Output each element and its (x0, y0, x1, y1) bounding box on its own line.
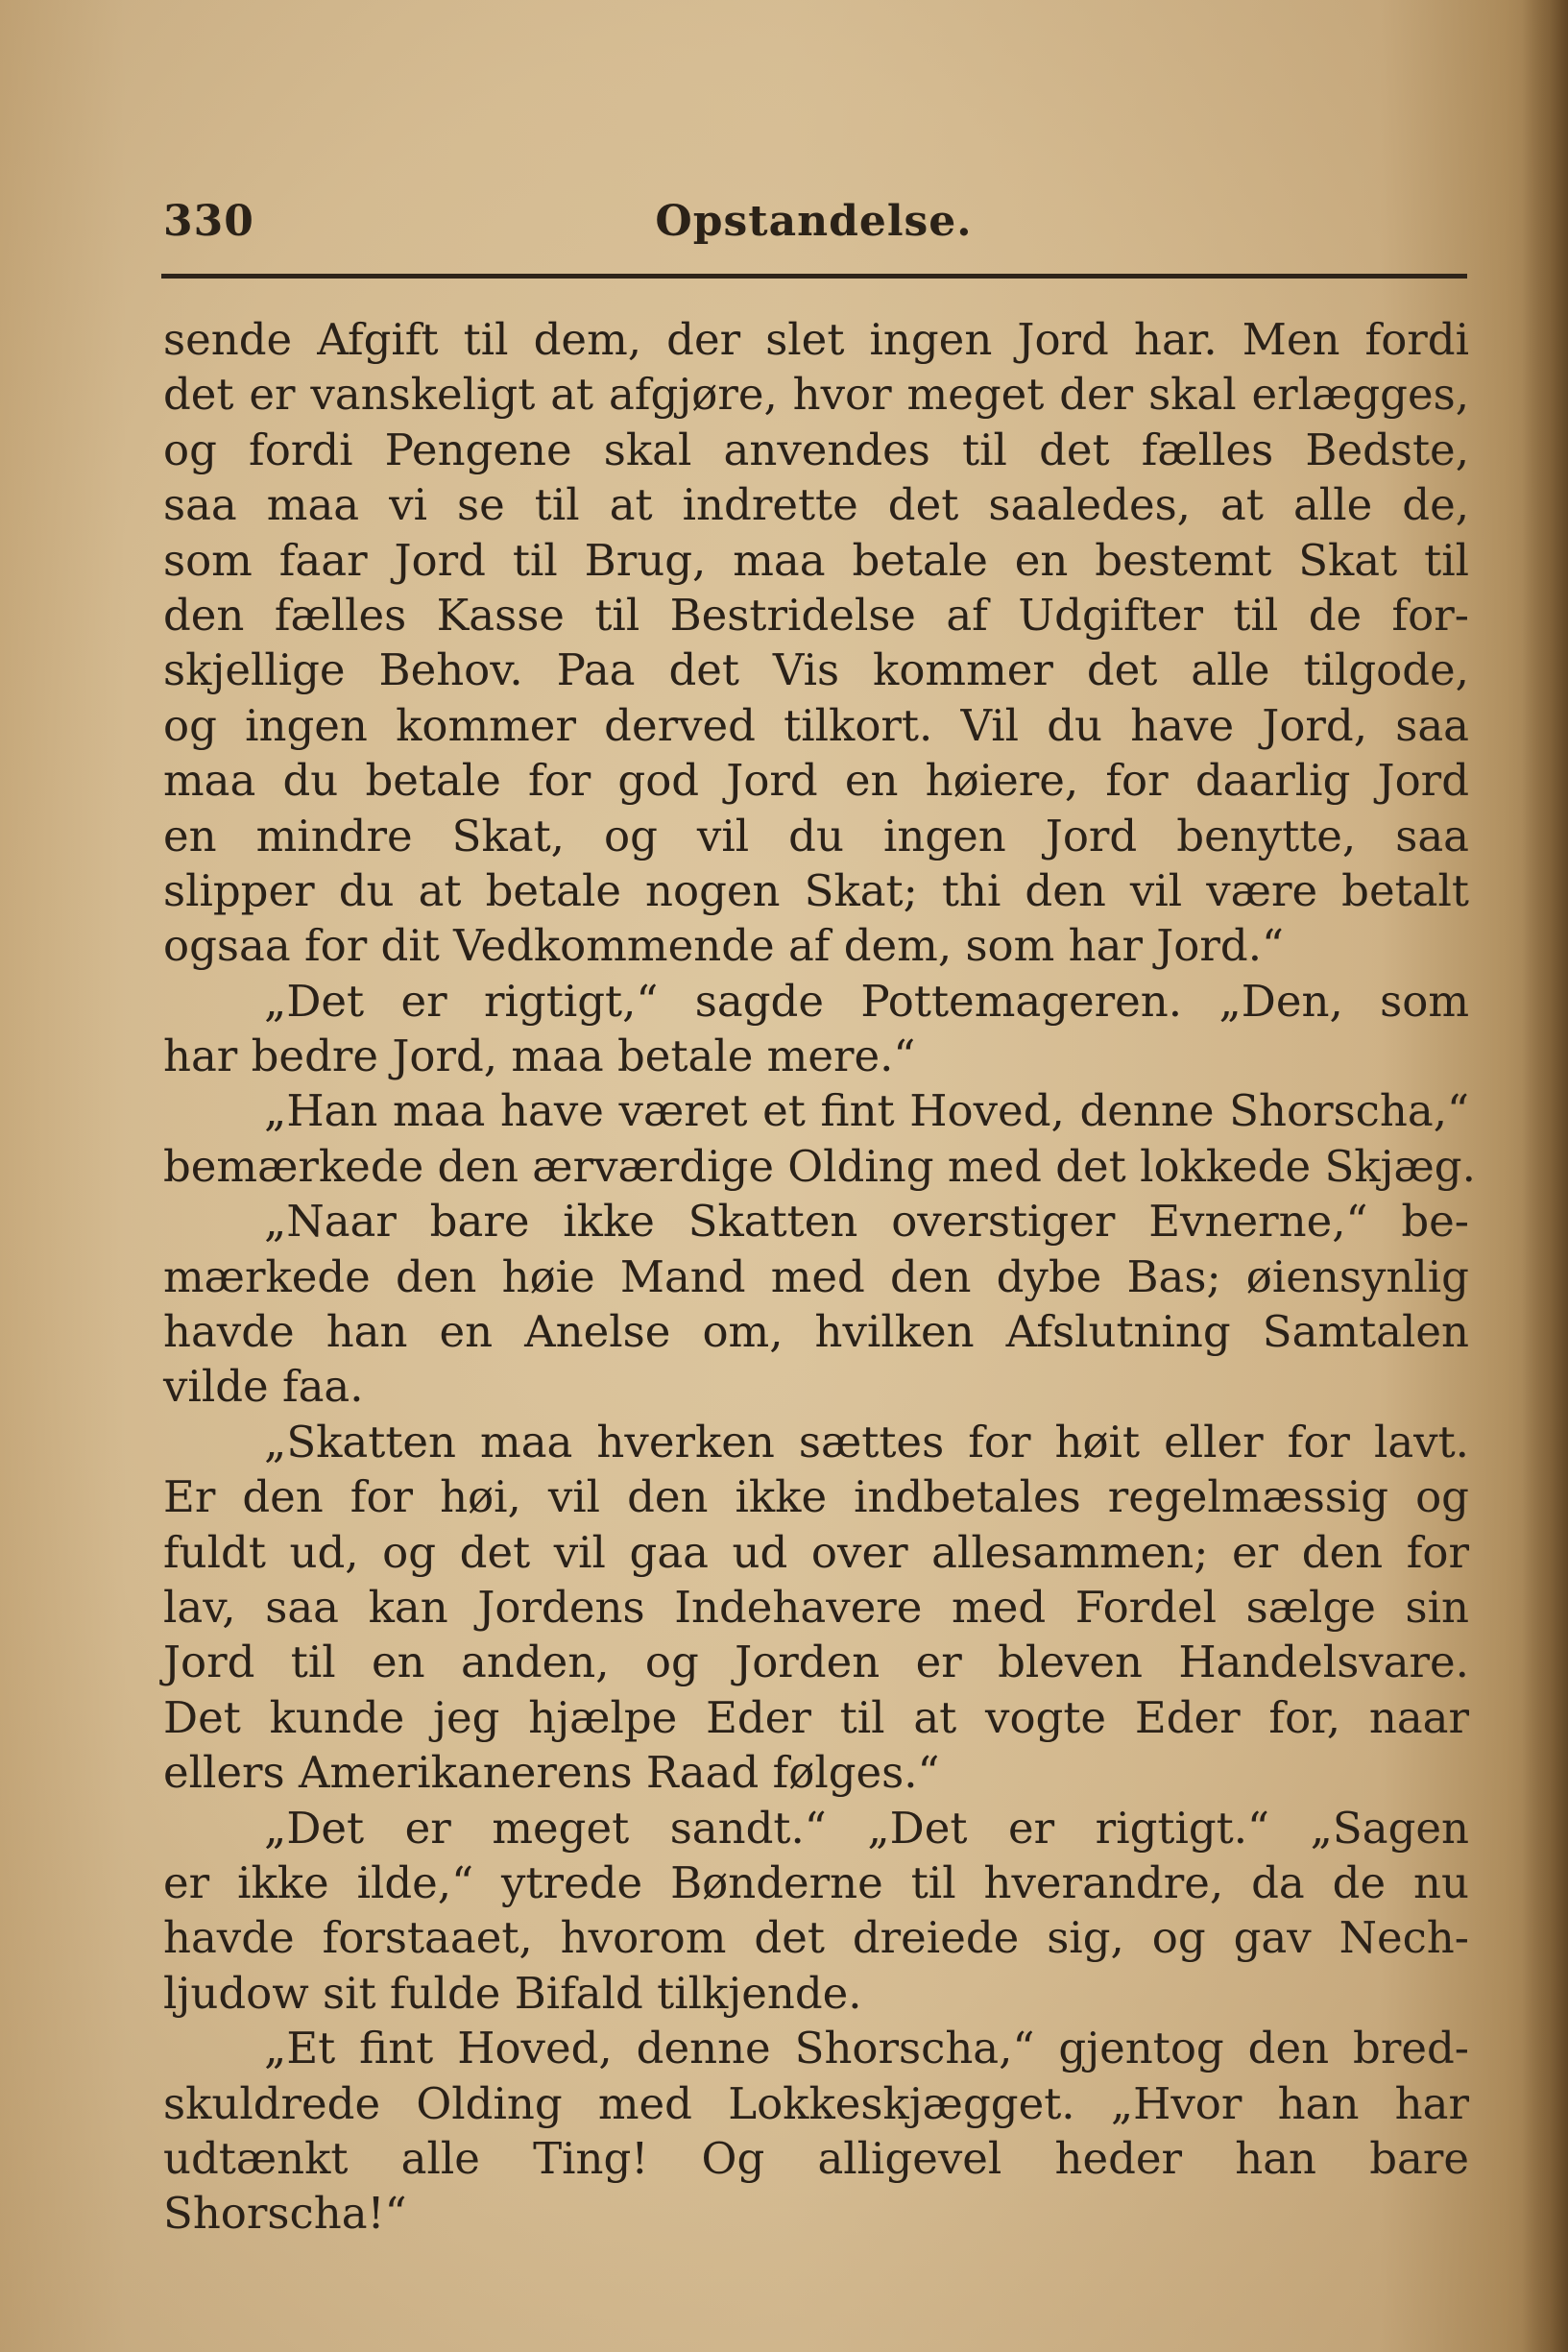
text-line: „Et fint Hoved, denne Shorscha,“ gjentog den bred- (264, 2023, 1469, 2074)
page-header (163, 197, 1464, 264)
text-line: Er den for høi, vil den ikke indbetales regelmæssig og (163, 1471, 1469, 1523)
text-line: udtænkt alle Ting! Og alligevel heder han bare (163, 2132, 1469, 2184)
text-line: ogsaa for dit Vedkommende af dem, som har Jord.“ (163, 920, 1285, 972)
text-line: Det kunde jeg hjælpe Eder til at vogte Eder for, naar (163, 1691, 1469, 1743)
text-line: maa du betale for god Jord en høiere, for daarlig Jord (163, 755, 1469, 807)
text-line: fuldt ud, og det vil gaa ud over allesammen; er den for (163, 1526, 1469, 1578)
text-line: er ikke ilde,“ ytrede Bønderne til hverandre, da de nu (163, 1856, 1469, 1908)
header-rule (161, 274, 1467, 279)
text-line: „Naar bare ikke Skatten overstiger Evnerne,“ be- (264, 1196, 1469, 1248)
text-line: ljudow sit fulde Bifald tilkjende. (163, 1967, 862, 2019)
body-text (163, 312, 1476, 2242)
text-line: Jord til en anden, og Jorden er bleven Handelsvare. (163, 1637, 1469, 1688)
text-line: skjellige Behov. Paa det Vis kommer det alle tilgode, (163, 644, 1469, 696)
text-line: havde han en Anelse om, hvilken Afslutning Samtalen (163, 1306, 1469, 1358)
text-line: Shorscha!“ (163, 2188, 407, 2240)
text-line: „Han maa have været et fint Hoved, denne Shorscha,“ (264, 1085, 1469, 1137)
text-line: som faar Jord til Brug, maa betale en bestemt Skat til (163, 534, 1469, 586)
text-line: bemærkede den ærværdige Olding med det lokkede Skjæg. (163, 1140, 1476, 1192)
text-line: sende Afgift til dem, der slet ingen Jord har. Men fordi (163, 314, 1469, 365)
text-line: en mindre Skat, og vil du ingen Jord benytte, saa (163, 810, 1469, 861)
text-line: „Det er rigtigt,“ sagde Pottemageren. „Den, som (264, 975, 1469, 1027)
text-line: og ingen kommer derved tilkort. Vil du have Jord, saa (163, 699, 1469, 751)
text-line: saa maa vi se til at indrette det saaledes, at alle de, (163, 479, 1469, 531)
text-line: og fordi Pengene skal anvendes til det fælles Bedste, (163, 424, 1469, 475)
text-line: det er vanskeligt at afgjøre, hvor meget der skal erlægges, (163, 369, 1469, 421)
text-line: „Skatten maa hverken sættes for høit eller for lavt. (264, 1416, 1469, 1467)
text-line: „Det er meget sandt.“ „Det er rigtigt.“ „Sagen (264, 1802, 1469, 1854)
text-line: havde forstaaet, hvorom det dreiede sig, og gav Nech- (163, 1912, 1469, 1964)
text-line: slipper du at betale nogen Skat; thi den vil være betalt (163, 864, 1469, 916)
text-line: mærkede den høie Mand med den dybe Bas; øiensynlig (163, 1250, 1469, 1302)
text-line: ellers Amerikanerens Raad følges.“ (163, 1747, 940, 1799)
running-title: Opstandelse. (655, 197, 973, 246)
page-number: 330 (163, 197, 254, 246)
text-line: lav, saa kan Jordens Indehavere med Fordel sælge sin (163, 1581, 1469, 1633)
text-line: skuldrede Olding med Lokkeskjægget. „Hvor han har (163, 2077, 1469, 2129)
text-line: vilde faa. (163, 1361, 364, 1413)
text-line: har bedre Jord, maa betale mere.“ (163, 1031, 916, 1082)
page-gutter-shadow (1522, 0, 1568, 2352)
text-line: den fælles Kasse til Bestridelse af Udgifter til de for- (163, 589, 1469, 641)
